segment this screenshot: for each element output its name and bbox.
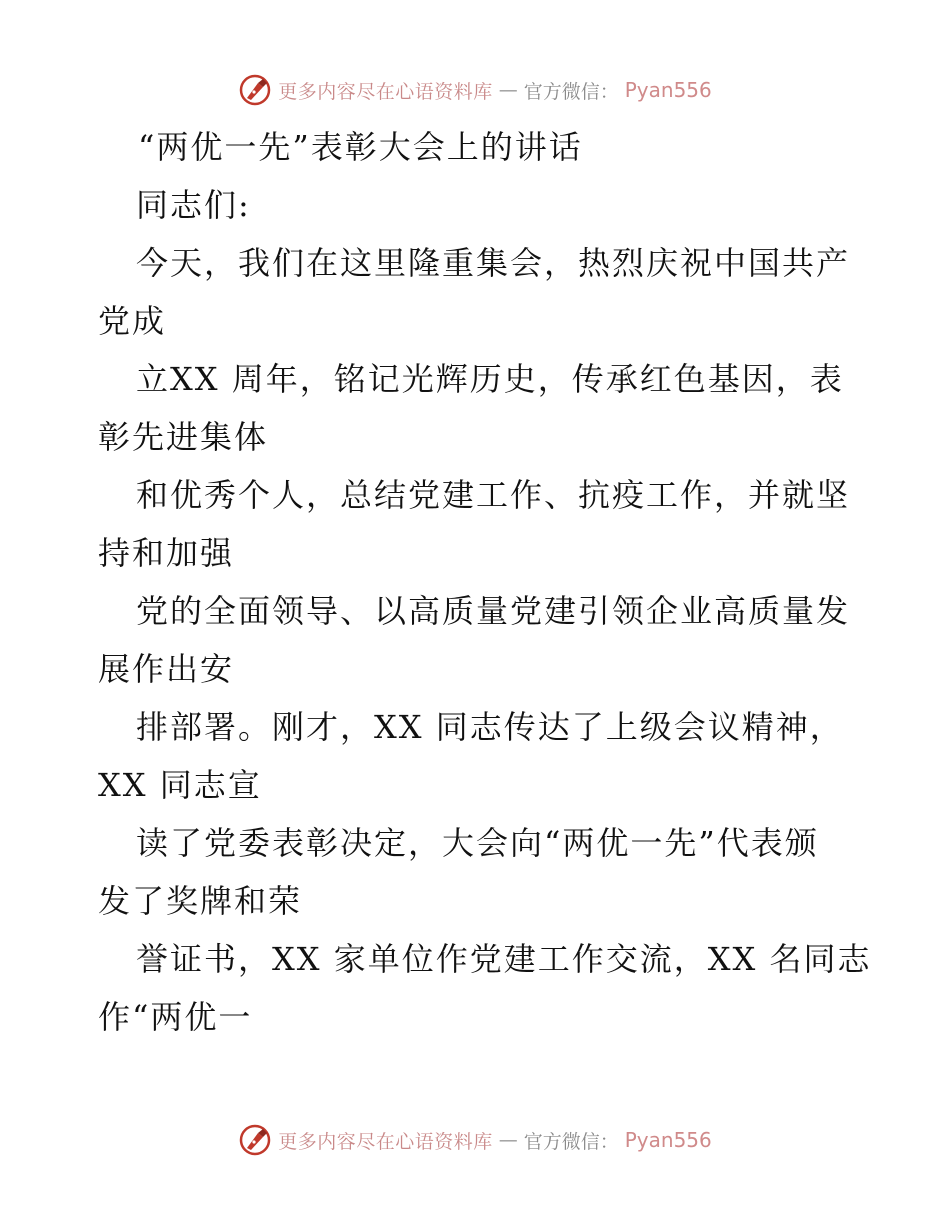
text-line: 彰先进集体 (98, 418, 269, 456)
document-salutation: 同志们: (136, 186, 251, 224)
watermark-wechat-label: 官方微信： (523, 80, 619, 103)
text-line: 和优秀个人，总结党建工作、抗疫工作，并就坚 (136, 476, 851, 514)
watermark-wechat-label: 官方微信： (523, 1130, 619, 1153)
text-line: XX 同志宣 (98, 766, 262, 804)
text-line: 今天，我们在这里隆重集会，热烈庆祝中国共产 (136, 244, 851, 282)
text-line: 展作出安 (98, 650, 235, 688)
text-line: 读了党委表彰决定，大会向“两优一先”代表颁 (136, 824, 819, 862)
pen-nib-logo-icon (238, 73, 272, 107)
watermark-wechat-id: Pyan556 (624, 78, 712, 102)
watermark-brand-text: 更多内容尽在心语资料库 (278, 1130, 493, 1153)
document-body (98, 118, 872, 1046)
text-line: 排部署。刚才，XX 同志传达了上级会议精神， (136, 708, 844, 746)
watermark-brand-text: 更多内容尽在心语资料库 (278, 80, 493, 103)
text-line: 誉证书，XX 家单位作党建工作交流，XX 名同志 (136, 940, 872, 978)
text-line: 作“两优一 (98, 998, 253, 1036)
text-line: 党的全面领导、以高质量党建引领企业高质量发 (136, 592, 851, 630)
document-title: “两优一先”表彰大会上的讲话 (138, 128, 583, 166)
text-line: 立XX 周年，铭记光辉历史，传承红色基因，表 (136, 360, 844, 398)
pen-nib-logo-icon (238, 1123, 272, 1157)
watermark-wechat-id: Pyan556 (624, 1128, 712, 1152)
text-line: 发了奖牌和荣 (98, 882, 303, 920)
watermark-separator: — (498, 79, 518, 101)
header-watermark (0, 70, 950, 110)
watermark-separator: — (498, 1129, 518, 1151)
footer-watermark (0, 1120, 950, 1160)
text-line: 党成 (98, 302, 167, 340)
text-line: 持和加强 (98, 534, 235, 572)
